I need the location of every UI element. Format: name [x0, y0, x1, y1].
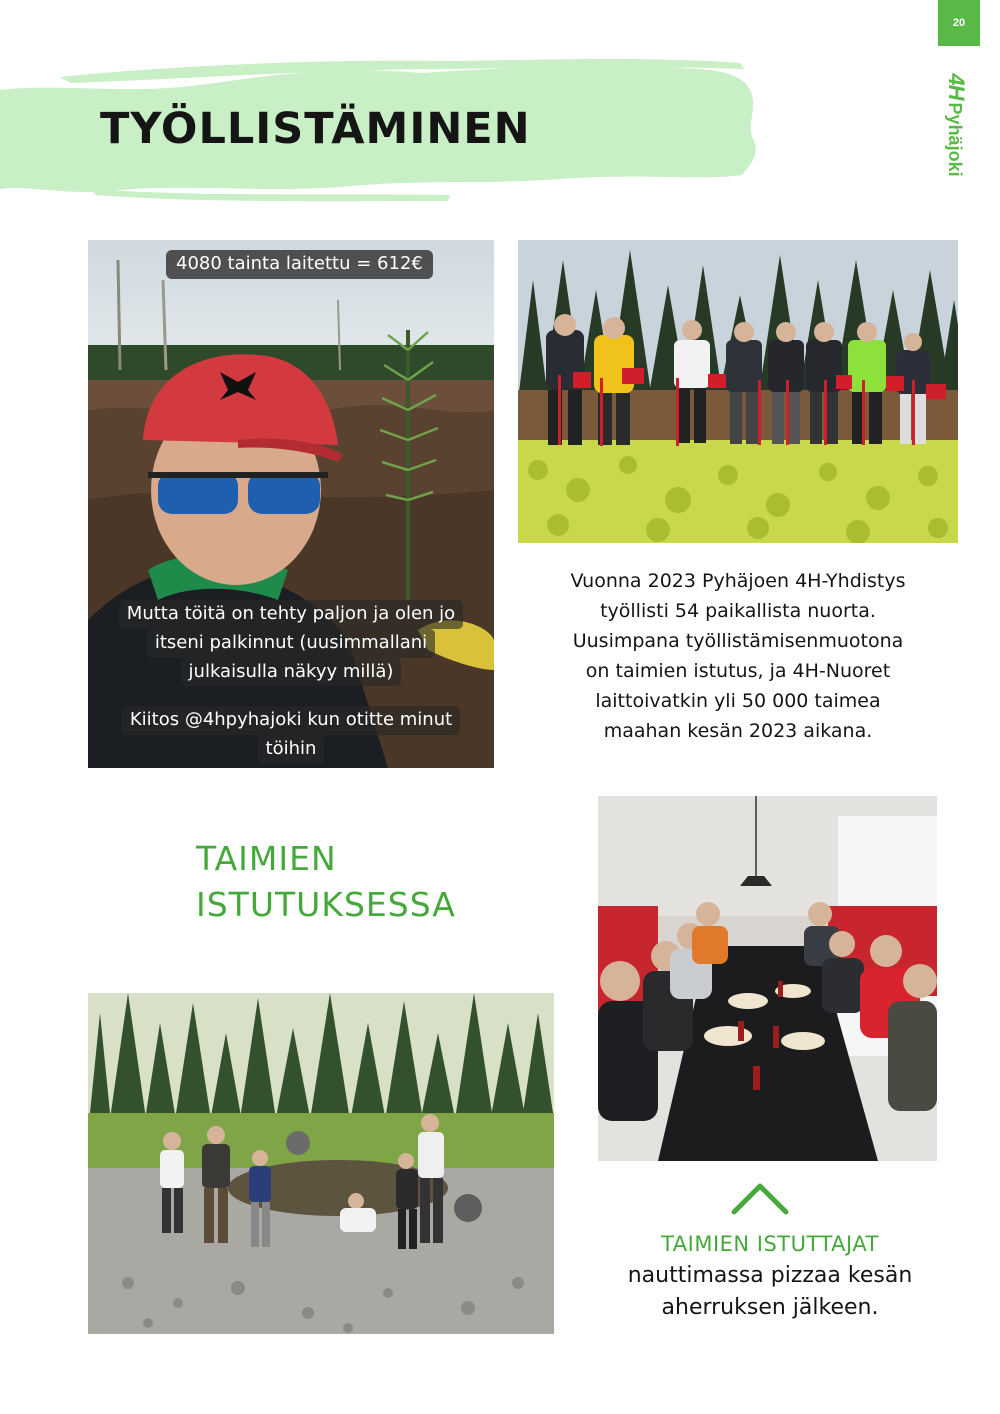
overlay-caption-top: 4080 tainta laitettu = 612€: [166, 250, 433, 279]
section-heading-line: TAIMIEN: [196, 839, 337, 878]
overlay-caption-middle: [88, 600, 494, 686]
brand-logo: [926, 60, 986, 190]
description-line: Uusimpana työllistämisenmuotona: [572, 630, 904, 652]
description-line: on taimien istutus, ja 4H-Nuoret: [585, 660, 891, 682]
caption-line: aherruksen jälkeen.: [661, 1295, 879, 1320]
overlay-line: töihin: [258, 735, 325, 764]
overlay-line: itseni palkinnut (uusimmallani: [147, 629, 435, 658]
brand-mark: 4H: [944, 73, 969, 100]
photo-caption: [600, 1228, 940, 1324]
section-heading: [196, 836, 456, 928]
caption-heading: TAIMIEN ISTUTTAJAT: [661, 1232, 879, 1256]
description-text: [540, 566, 936, 746]
planting-team-photo: [518, 240, 958, 543]
description-line: laittoivatkin yli 50 000 taimea: [595, 690, 881, 712]
section-heading-line: ISTUTUKSESSA: [196, 885, 456, 924]
forest-group-photo: [88, 993, 554, 1334]
pizza-dinner-photo: [598, 796, 937, 1161]
overlay-line: Kiitos @4hpyhajoki kun otitte minut: [122, 706, 460, 735]
page-title: TYÖLLISTÄMINEN: [100, 104, 531, 154]
page-number: 20: [938, 0, 980, 46]
overlay-caption-bottom: [88, 706, 494, 764]
description-line: Vuonna 2023 Pyhäjoen 4H-Yhdistys: [570, 570, 906, 592]
overlay-line: Mutta töitä on tehty paljon ja olen jo: [119, 600, 463, 629]
chevron-up-icon: [730, 1180, 790, 1216]
description-line: maahan kesän 2023 aikana.: [603, 720, 873, 742]
overlay-line: julkaisulla näkyy millä): [181, 658, 402, 687]
caption-line: nauttimassa pizzaa kesän: [627, 1263, 913, 1288]
description-line: työllisti 54 paikallista nuorta.: [600, 600, 876, 622]
selfie-photo: [88, 240, 494, 768]
brand-name: Pyhäjoki: [945, 102, 965, 177]
